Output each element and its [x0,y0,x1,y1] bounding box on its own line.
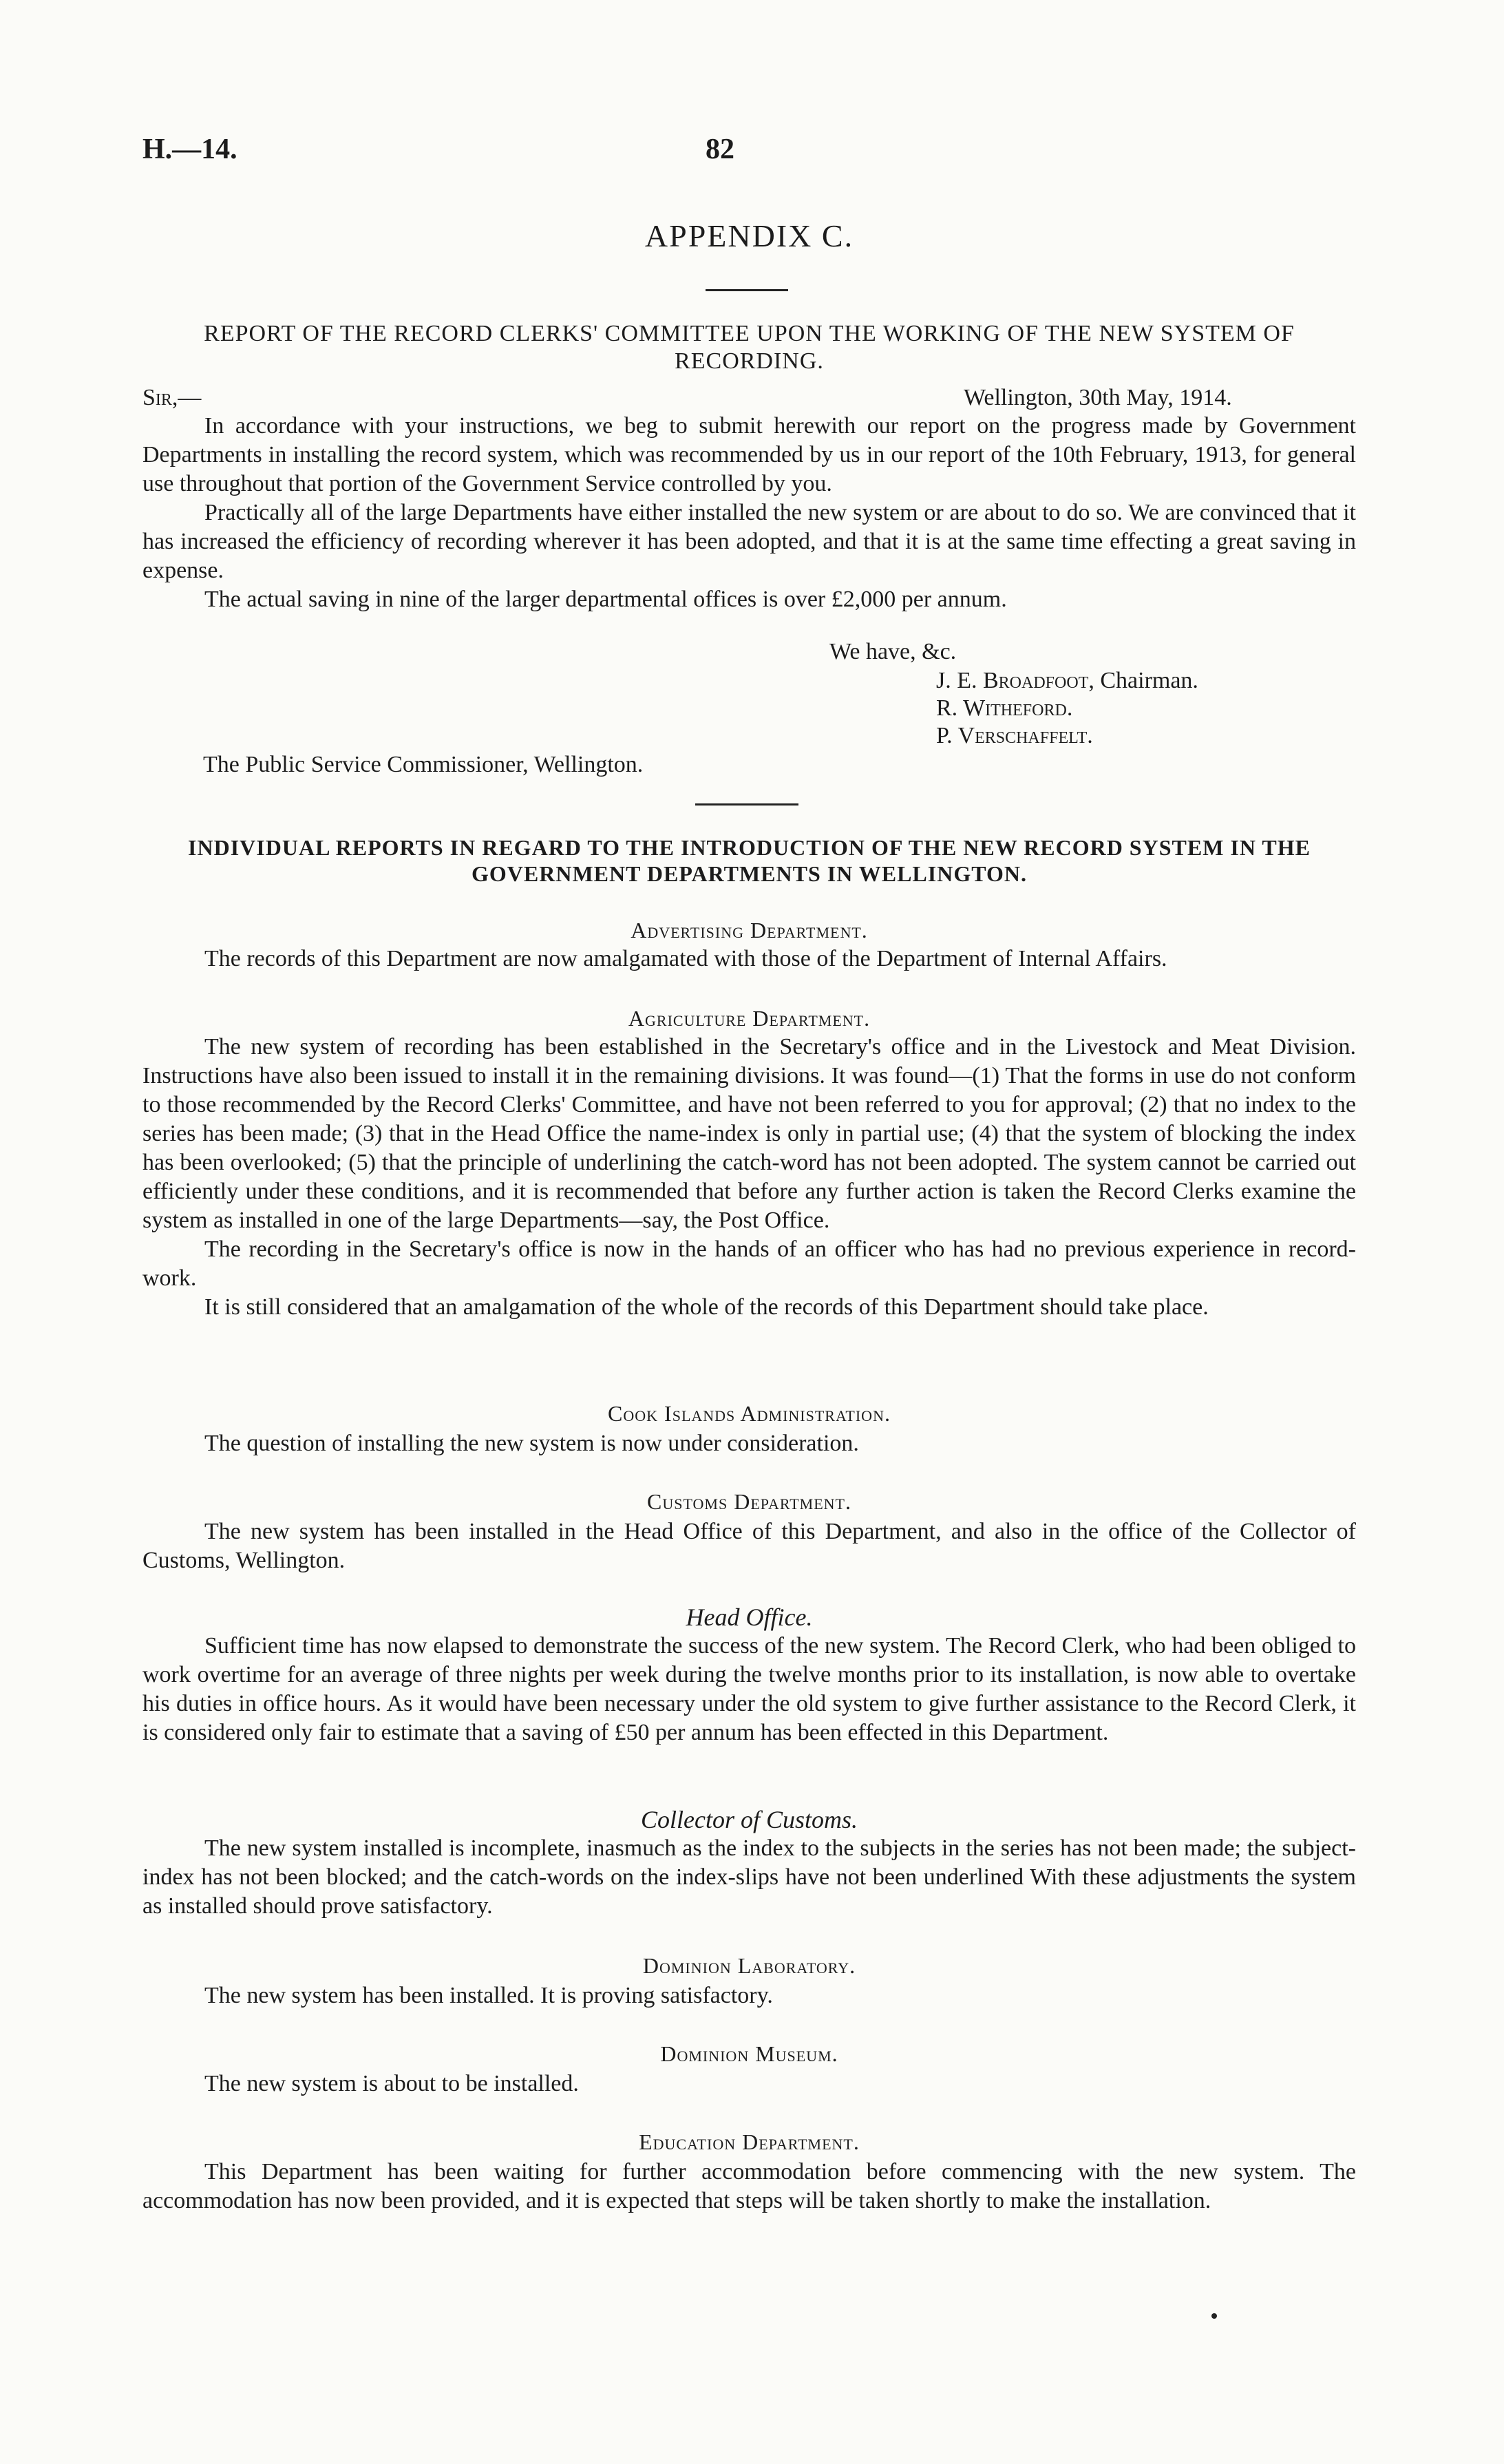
report-title: REPORT OF THE RECORD CLERKS' COMMITTEE UPON THE WORKING OF THE NEW SYSTEM OF RECORDING. [204,321,1295,374]
letter-paragraph: In accordance with your instructions, we beg to submit herewith our report on the progress made by Government Departments in installing the record system, which was recommended by us in our report of the 10th February, 1913, for general use throughout that portion of the Government Service controlled by you. [142,413,1356,496]
section-heading-dominion-laboratory: Dominion Laboratory. [642,1953,856,1978]
section-heading-cook-islands: Cook Islands Administration. [608,1401,891,1426]
letter-body [142,412,1356,614]
section-paragraph: The new system is about to be installed. [204,2071,579,2096]
divider [706,289,788,291]
section-body-cook-islands [142,1429,1356,1458]
signatory [936,694,1072,723]
letter-paragraph: Practically all of the large Departments have either installed the new system or are about to do so. We are convinced that it has increased the efficiency of recording wherever it has been adopted, and that it is at the same time effecting a great saving in expense. [142,500,1356,583]
section-body-head-office [142,1632,1356,1747]
section-body-customs [142,1517,1356,1575]
appendix-title: APPENDIX C. [644,218,854,253]
section-paragraph: It is still considered that an amalgamation of the whole of the records of this Department should take place. [204,1294,1209,1320]
section-heading-customs: Customs Department. [647,1489,851,1514]
section-body-collector [142,1834,1356,1921]
section-body-dominion-museum [142,2070,1356,2098]
section-paragraph: The new system has been installed. It is proving satisfactory. [204,1983,773,2008]
ink-speck [1211,2313,1217,2319]
section-heading-agriculture: Agriculture Department. [628,1006,871,1031]
section-paragraph: The question of installing the new system is now under consideration. [204,1431,859,1456]
divider [695,803,798,805]
section-paragraph: The recording in the Secretary's office is now in the hands of an officer who has had no previous experience in record-work. [142,1236,1356,1291]
section-heading-dominion-museum: Dominion Museum. [660,2041,838,2066]
section-body-dominion-laboratory [142,1981,1356,2010]
subheading-collector: Collector of Customs. [640,1806,858,1833]
section-paragraph: The new system installed is incomplete, inasmuch as the index to the subjects in the series has not been made; the subject-index has not been blocked; and the catch-words on the index-slips have not been underlined With these adjustments the system as installed should prove satisfactory. [142,1835,1356,1919]
section-paragraph: Sufficient time has now elapsed to demonstrate the success of the new system. The Record Clerk, who had been obliged to work overtime for an average of three nights per week during the twelve months prior to its installation, is now able to overtake his duties in office hours. As it would have been necessary under the old system to give further assistance to the Record Clerk, it is considered only fair to estimate that a saving of £50 per annum has been effected in this Department. [142,1633,1356,1745]
section-paragraph: This Department has been waiting for further accommodation before commencing with the new system. The accommodation has now been provided, and it is expected that steps will be taken shortly to make the installation. [142,2159,1356,2213]
page-number: 82 [706,134,734,165]
section-paragraph: The records of this Department are now amalgamated with those of the Department of Internal Affairs. [204,946,1167,971]
signatory-name: R. Witheford. [936,695,1073,721]
signoff: We have, &c. [829,639,957,664]
section-heading-education: Education Department. [639,2129,860,2154]
addressee: The Public Service Commissioner, Wellington. [203,752,644,777]
section-body-advertising [142,945,1356,973]
signatory-role: Chairman. [1094,668,1198,693]
section-paragraph: The new system of recording has been established in the Secretary's office and in the Livestock and Meat Division. Instructions have also been issued to install it in the remaining divisions. It was found—(1) That the forms in use do not conform to those recommended by the Record Clerks' Committee, and have not been referred to you for approval; (2) that no index to the series has been made; (3) that in the Head Office the name-index is only in partial use; (4) that the system of blocking the index has been overlooked; (5) that the principle of underlining the catch-word has not been adopted. The system cannot be carried out efficiently under these conditions, and it is recommended that before any further action is taken the Record Clerks examine the system as installed in one of the large Departments—say, the Post Office. [142,1034,1356,1233]
dateline: Wellington, 30th May, 1914. [964,385,1232,410]
subheading-head-office: Head Office. [686,1603,813,1631]
section-body-education [142,2158,1356,2215]
section-paragraph: The new system has been installed in the Head Office of this Department, and also in the office of the Collector of Customs, Wellington. [142,1519,1356,1573]
series-reference: H.—14. [142,134,237,165]
signatory-name: J. E. Broadfoot, [936,668,1094,693]
signatory [936,722,1093,750]
signatory [936,666,1198,695]
individual-reports-title: INDIVIDUAL REPORTS IN REGARD TO THE INTRODUCTION OF THE NEW RECORD SYSTEM IN THE GOVERNMENT DEPARTMENTS IN WELLINGTON. [188,835,1311,886]
section-body-agriculture [142,1033,1356,1322]
signatory-name: P. Verschaffelt. [936,723,1093,748]
letter-paragraph: The actual saving in nine of the larger departmental offices is over £2,000 per annum. [204,587,1007,612]
salutation: Sir,— [142,385,202,410]
section-heading-advertising: Advertising Department. [631,918,868,943]
